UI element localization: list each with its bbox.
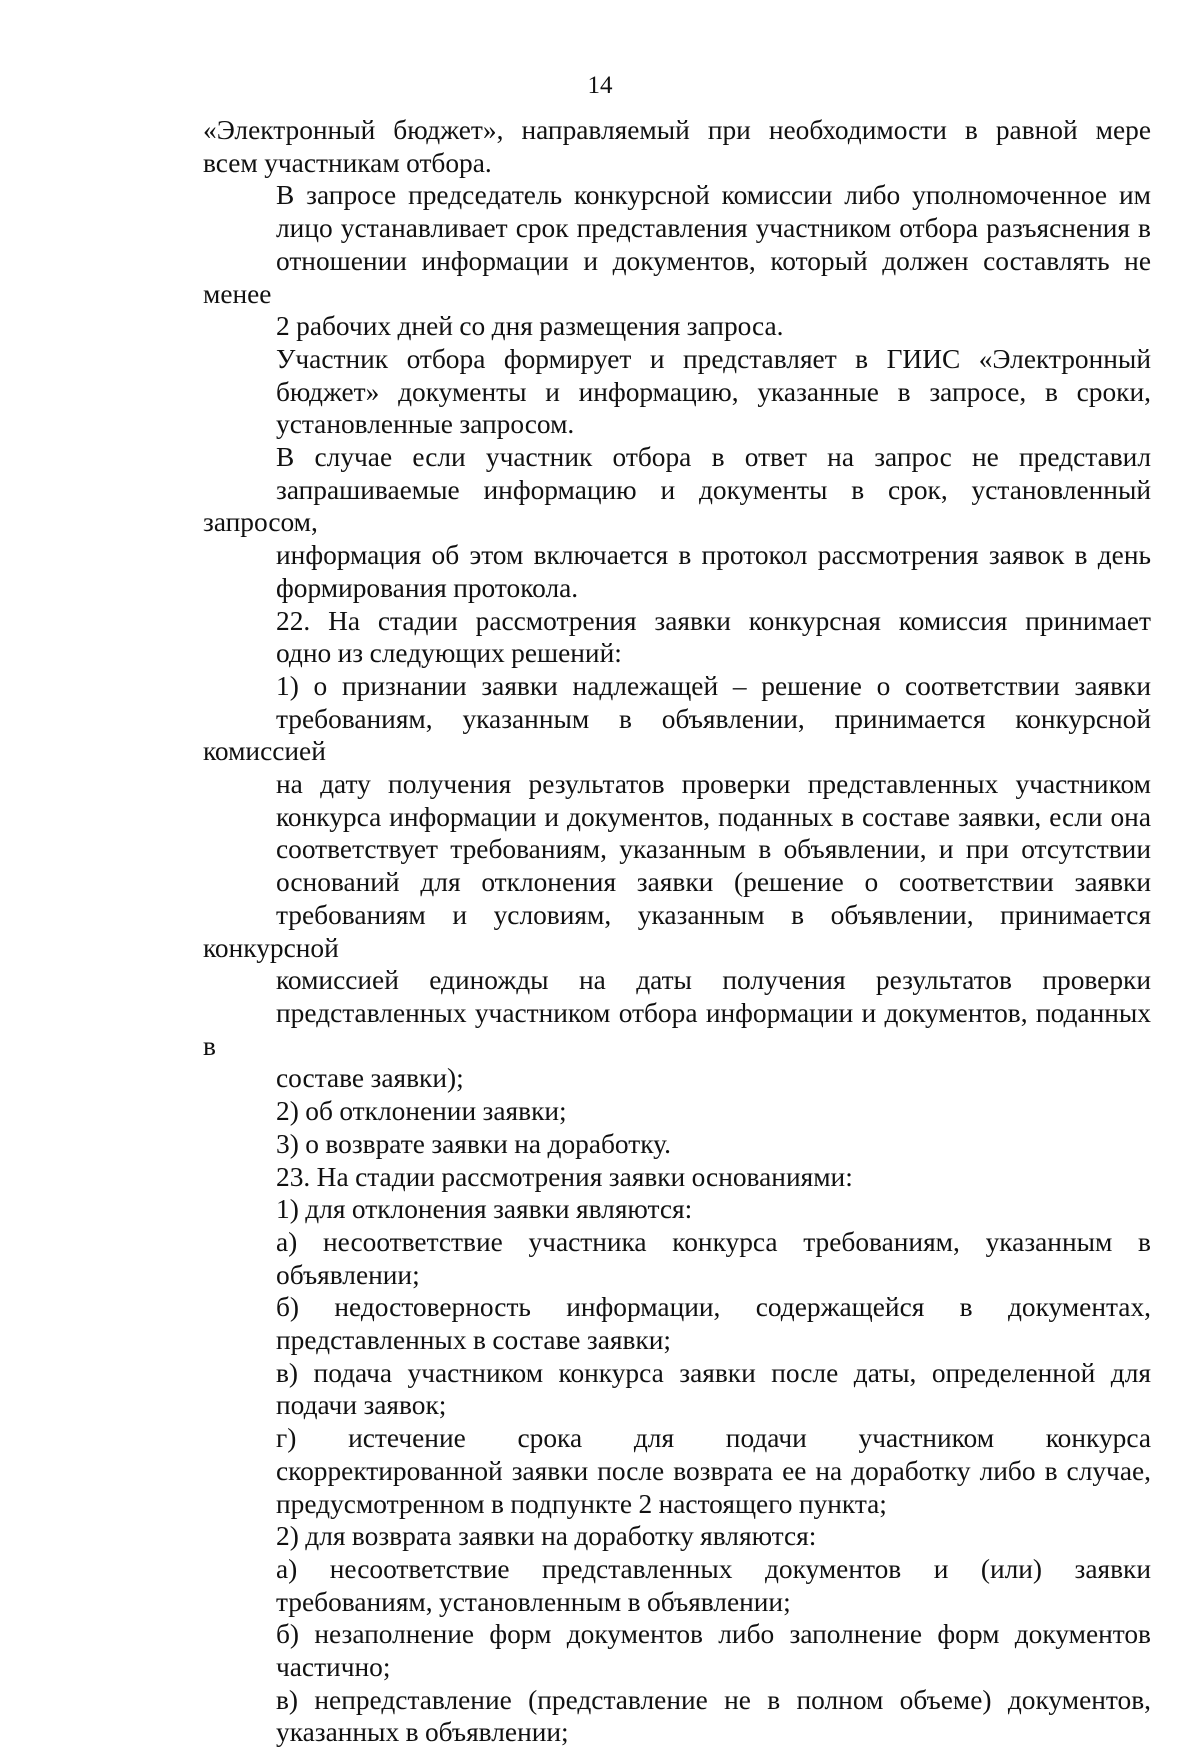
paragraph: [203, 179, 1151, 343]
text-line: одно из следующих решений:: [276, 638, 622, 669]
text-line: В случае если участник отбора в ответ на запрос не представил: [276, 442, 1151, 473]
paragraph: [203, 114, 1151, 179]
text-line: а) несоответствие участника конкурса требованиям, указанным в: [276, 1226, 1151, 1257]
text-line: б) недостоверность информации, содержащейся в документах,: [276, 1292, 1151, 1323]
text-line: в) непредставление (представление не в полном объеме) документов,: [276, 1684, 1151, 1715]
text-line: 3) о возврате заявки на доработку.: [276, 1128, 671, 1159]
text-line: в) подача участником конкурса заявки после даты, определенной для: [276, 1357, 1151, 1388]
text-line: соответствует требованиям, указанным в объявлении, и при отсутствии: [276, 834, 1151, 865]
paragraph: [203, 1291, 1151, 1356]
paragraph: [203, 1128, 1151, 1161]
text-line: предусмотренном в подпункте 2 настоящего пункта;: [276, 1488, 887, 1519]
text-line: всем участникам отбора.: [203, 147, 492, 178]
text-line: информация об этом включается в протокол рассмотрения заявок в день: [276, 540, 1151, 571]
paragraph: [203, 1161, 1151, 1194]
text-line: установленные запросом.: [276, 409, 575, 440]
paragraph: [203, 1193, 1151, 1226]
text-line: «Электронный бюджет», направляемый при необходимости в равной мере: [203, 115, 1151, 145]
text-line: б) незаполнение форм документов либо заполнение форм документов: [276, 1619, 1151, 1650]
text-line: представленных участником отбора информации и документов, поданных в: [203, 997, 1151, 1061]
text-line: представленных в составе заявки;: [276, 1325, 671, 1356]
page-number: 14: [587, 72, 613, 99]
paragraph: [203, 1553, 1151, 1618]
text-line: 1) для отклонения заявки являются:: [276, 1194, 693, 1225]
text-line: требованиям, указанным в объявлении, принимается конкурсной комиссией: [203, 703, 1151, 767]
text-line: формирования протокола.: [276, 572, 579, 603]
text-line: скорректированной заявки после возврата ее на доработку либо в случае,: [276, 1455, 1151, 1486]
paragraph: [203, 1357, 1151, 1422]
text-line: 22. На стадии рассмотрения заявки конкурсная комиссия принимает: [276, 605, 1151, 636]
paragraph: [203, 605, 1151, 670]
text-line: бюджет» документы и информацию, указанные в запросе, в сроки,: [276, 376, 1151, 407]
paragraph: [203, 670, 1151, 1095]
text-line: оснований для отклонения заявки (решение о соответствии заявки: [276, 867, 1151, 898]
text-line: объявлении;: [276, 1259, 420, 1290]
text-line: 2) об отклонении заявки;: [276, 1096, 567, 1127]
text-line: требованиям и условиям, указанным в объявлении, принимается конкурсной: [203, 899, 1151, 963]
text-line: отношении информации и документов, который должен составлять не менее: [203, 245, 1151, 309]
paragraph: [203, 1095, 1151, 1128]
text-line: требованиям, установленным в объявлении;: [276, 1586, 791, 1617]
text-line: В запросе председатель конкурсной комиссии либо уполномоченное им: [276, 180, 1151, 211]
text-line: комиссией единожды на даты получения результатов проверки: [276, 965, 1151, 996]
paragraph: [203, 441, 1151, 605]
text-line: г) истечение срока для подачи участником конкурса: [276, 1423, 1151, 1454]
text-line: Участник отбора формирует и представляет в ГИИС «Электронный: [276, 343, 1151, 374]
text-line: указанных в объявлении;: [276, 1717, 569, 1748]
text-line: 2 рабочих дней со дня размещения запроса.: [276, 311, 784, 342]
text-line: а) несоответствие представленных документов и (или) заявки: [276, 1553, 1151, 1584]
paragraph: [203, 1226, 1151, 1291]
paragraph: [203, 1422, 1151, 1520]
paragraph: [203, 1618, 1151, 1683]
text-line: частично;: [276, 1652, 391, 1683]
paragraph: [203, 343, 1151, 441]
text-line: 1) о признании заявки надлежащей – решение о соответствии заявки: [276, 670, 1151, 701]
text-line: 2) для возврата заявки на доработку являются:: [276, 1521, 817, 1552]
text-line: лицо устанавливает срок представления участником отбора разъяснения в: [276, 213, 1151, 244]
text-line: на дату получения результатов проверки представленных участником: [276, 769, 1151, 800]
paragraph: [203, 1520, 1151, 1553]
document-body: [203, 114, 1151, 1749]
text-line: запрашиваемые информацию и документы в срок, установленный запросом,: [203, 474, 1151, 538]
text-line: 23. На стадии рассмотрения заявки основаниями:: [276, 1161, 853, 1192]
text-line: подачи заявок;: [276, 1390, 447, 1421]
text-line: составе заявки);: [276, 1063, 464, 1094]
paragraph: [203, 1684, 1151, 1749]
text-line: конкурса информации и документов, поданных в составе заявки, если она: [276, 801, 1151, 832]
